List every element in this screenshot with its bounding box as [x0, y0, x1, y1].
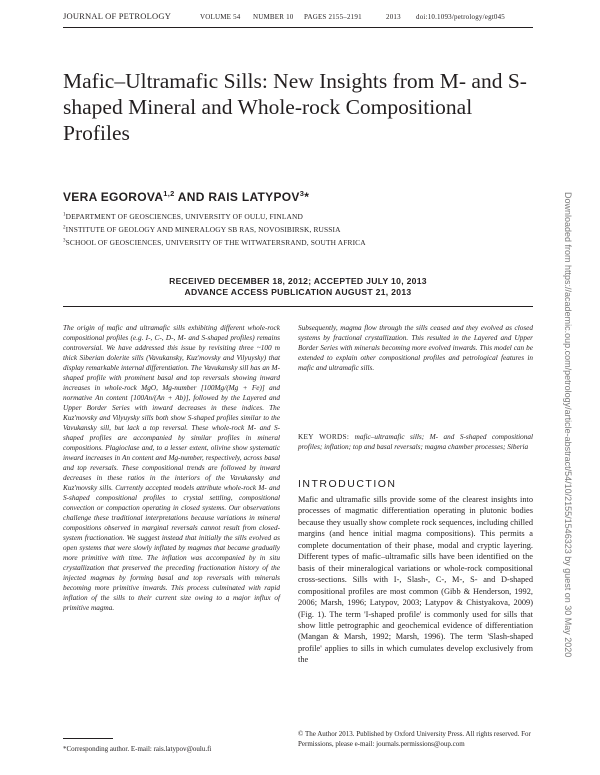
advance-access-date: ADVANCE ACCESS PUBLICATION AUGUST 21, 2013 [184, 287, 412, 297]
copyright-notice: © The Author 2013. Published by Oxford University Press. All rights reserved. For Permissions, please e-mail: journals.permissions@oup.com [298, 730, 531, 748]
affiliation-text: INSTITUTE OF GEOLOGY AND MINERALOGY SB RAS, NOVOSIBIRSK, RUSSIA [65, 225, 341, 234]
doi: doi:10.1093/petrology/egt045 [416, 13, 506, 21]
affiliation-superscript: 1 [63, 212, 66, 218]
author-superscript: 1,2 [163, 189, 175, 198]
affiliation [63, 225, 341, 234]
author-superscript: 3 [299, 189, 305, 198]
affiliation [63, 238, 366, 247]
author-conjunction: AND [174, 190, 209, 204]
keywords-text: mafic–ultramafic sills; M- and S-shaped compositional profiles; inflation; top and basal reversals; magma chamber processes; Siberia [298, 433, 534, 451]
footnote-rule [63, 738, 113, 739]
affiliation-text: DEPARTMENT OF GEOSCIENCES, UNIVERSITY OF OULU, FINLAND [65, 212, 303, 221]
keywords [298, 432, 533, 452]
section-heading: INTRODUCTION [298, 478, 397, 490]
introduction-text [298, 494, 533, 666]
running-header [63, 10, 580, 24]
page-range: PAGES 2155–2191 [304, 13, 362, 21]
corresponding-author-note: *Corresponding author. E-mail: rais.latypov@oulu.fi [63, 745, 212, 753]
introduction-paragraph: Mafic and ultramafic sills provide some of the clearest insights into processes of magmatic differentiation operating in plutonic bodies because they usually show complete rock sequences, including chilled margins (and hence initial magma compositions). This permits a complete documentation of their phase, modal and cryptic layering. Different types of mafic–ultramafic sills have been identified on the basis of their mineralogical variations or whole-rock compositional cross-sections. Sills with I-, Slash-, C-, M-, S- and D-shaped compositional profiles are most common (Gibb & Henderson, 1992, 2006; Marsh, 1996; Latypov, 2003; Latypov & Chistyakova, 2009) (Fig. 1). The term 'I-shaped profile' is commonly used for sills that show little petrographic and geochemical evidence of differentiation (Mangan & Marsh, 1992; Marsh, 1996). The term 'Slash-shaped profile' applies to sills in which cumulates develop exclusively from the [298, 495, 533, 665]
affiliation-superscript: 2 [63, 225, 66, 231]
issue-number: NUMBER 10 [253, 13, 294, 21]
abstract-rule [63, 306, 533, 307]
journal-name: JOURNAL OF PETROLOGY [63, 11, 172, 21]
received-accepted-dates: RECEIVED DECEMBER 18, 2012; ACCEPTED JULY 10, 2013 [169, 276, 427, 286]
author-list [63, 189, 309, 204]
affiliation-superscript: 3 [63, 238, 66, 244]
author-name: VERA EGOROVA [63, 190, 164, 204]
corresponding-mark: * [304, 190, 310, 204]
download-watermark: Downloaded from https://academic.oup.com/petrology/article-abstract/54/10/2155/1546323 by guest on 30 May 2020 [563, 192, 573, 658]
year: 2013 [386, 13, 401, 21]
affiliation [63, 212, 303, 221]
keywords-label: KEY WORDS: [298, 433, 350, 441]
volume: VOLUME 54 [200, 13, 241, 21]
affiliation-text: SCHOOL OF GEOSCIENCES, UNIVERSITY OF THE WITWATERSRAND, SOUTH AFRICA [65, 238, 366, 247]
article-title: Mafic–Ultramafic Sills: New Insights from M- and S-shaped Mineral and Whole-rock Compositional Profiles [63, 69, 527, 145]
abstract: The origin of mafic and ultramafic sills exhibiting different whole-rock compositional profiles (e.g. I-, C-, D-, M- and S-shaped profiles) remains controversial. We have addressed this issue by revisiting three ~100 m thick Siberian dolerite sills (Vavukansky, Kuz'movsky and Vilyuysky) that display remarkable internal differentiation. The Vavukansky sill has an M-shaped profile with prominent basal and top reversals showing inward increases in whole-rock MgO, Mg-number [100Mg/(Mg + Fe)] and normative An content [100An/(An + Ab)], followed by the Layered and Upper Border Series with inward decreases in these indices. The Kuz'movsky and Vilyuysky sills both show S-shaped profiles similar to the Vavukansky sill, but lack a top reversal. These whole-rock M- and S-shaped profiles are accompanied by similar profiles in mineral compositions. Plagioclase and, to a lesser extent, olivine show systematic inward increases in An content and Mg-number, respectively, across basal and top reversals. These compositional trends are followed by inward decreases in these ratios in the interiors of the Vavukansky and Kuz'movsky sills. Currently accepted models attribute whole-rock M- and S-shaped compositional profiles to crystal settling, compositional convection or compaction operating in closed systems. Our observations challenge these traditional interpretations because variations in mineral compositions observed in marginal reversals cannot result from closed-system fractionation. We suggest instead that initially the sills evolved as open systems that were slowly inflated by magmas that became gradually more primitive with time. The inflation was accompanied by in situ crystallization that preserved the preceding fractionation history of the injected magmas by forming basal and top reversals with minerals becoming more primitive inwards. This process culminated with rapid inflation of the sills to their current size owing to a major influx of primitive magma. [63, 324, 280, 612]
author-name: RAIS LATYPOV [208, 190, 300, 204]
header-rule [63, 27, 533, 28]
abstract-continuation: Subsequently, magma flow through the sills ceased and they evolved as closed systems by fractional crystallization. This resulted in the Layered and Upper Border Series with minerals becoming more evolved inwards. This model can be extended to explain other compositional profiles and petrological features in mafic and ultramafic sills. [298, 324, 533, 372]
